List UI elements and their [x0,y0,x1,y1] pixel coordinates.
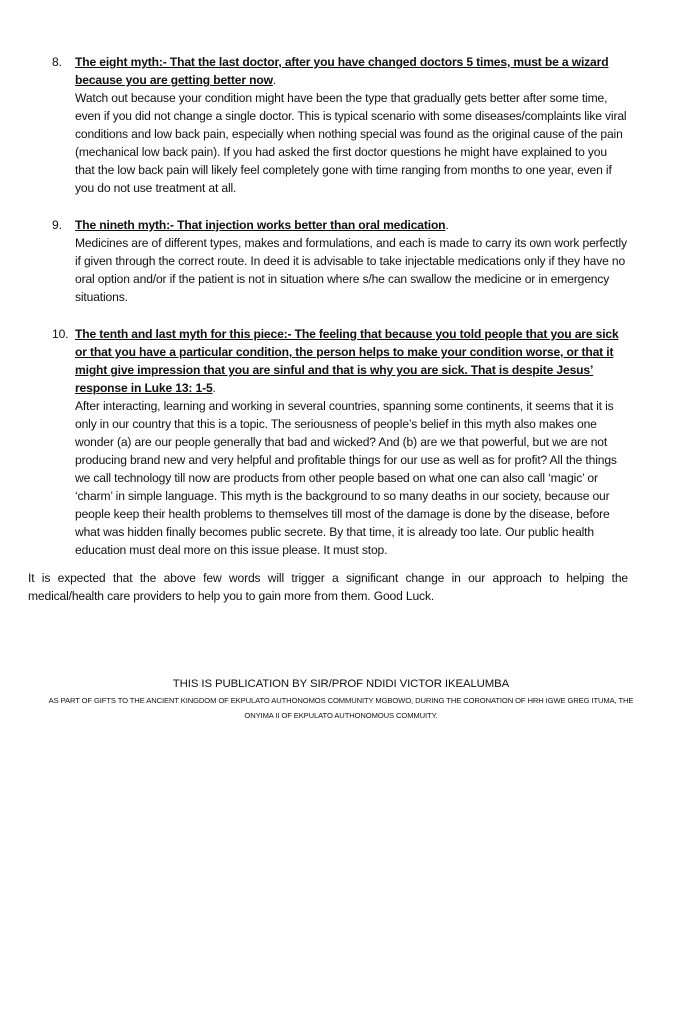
publication-credit: THIS IS PUBLICATION BY SIR/PROF NDIDI VICTOR IKEALUMBA [172,678,510,690]
closing-paragraph: It is expected that the above few words will trigger a significant change in our approach to helping the medical/health care providers to help you to gain more from them. Good Luck. [28,571,628,603]
myth-heading: The nineth myth:- That injection works better than oral medication [75,218,446,232]
myth-paragraph: After interacting, learning and working in several countries, spanning some continents, it seems that it is only in our country that this is a topic. The seriousness of people’s belief in this myth also makes one wonder (a) are our people generally that bad and wicked? And (b) are we that powerful, but we are not producing brand new and very helpful and profitable things for our use as well as for profit? All the things we call technology till now are products from other people based on what one can also call ‘magic’ or ‘charm’ in simple language. This myth is the background to so many deaths in our society, because our people keep their health problems to themselves till most of the damage is done by the disease, before what was hidden finally becomes public secrete. By that time, it is already too late. Our public health education must deal more on this issue please. It must stop. [75,399,617,557]
heading-period: . [212,381,216,395]
myth-paragraph: Watch out because your condition might have been the type that gradually gets better after some time, even if you did not change a single doctor. This is typical scenario with some diseases/complaints like viral conditions and low back pain, especially when nothing special was found as the original cause of the pain (mechanical low back pain). If you had asked the first doctor questions he might have explained to you that the low back pain will likely feel completely gone with time ranging from months to one year, even if you do not use treatment at all. [75,91,627,195]
publication-note: AS PART OF GIFTS TO THE ANCIENT KINGDOM OF EKPULATO AUTHONOMOS COMMUNITY MGBOWO, DURING THE CORONATION OF HRH IGWE GREG ITUMA, THE ONYIMA II OF EKPULATO AUTHONOMOUS COMMUITY. [48,696,634,720]
myth-item-9 [52,216,627,306]
item-number: 8. [52,55,62,69]
heading-period: . [272,73,277,87]
item-body [75,325,627,559]
item-number: 10. [52,327,69,341]
item-body [75,53,627,197]
heading-period: . [445,218,449,232]
myth-heading: The tenth and last myth for this piece:- The feeling that because you told people that you are sick or that you have a particular condition, the person helps to make your condition worse, or that it might give impression that you are sinful and that is why you are sick. That is despite Jesus’ response in Luke 13: 1-5 [75,327,619,395]
myth-item-10 [52,325,627,559]
myth-paragraph: Medicines are of different types, makes and formulations, and each is made to carry its own work perfectly if given through the correct route. In deed it is advisable to take injectable medications only if they have no oral option and/or if the patient is not in situation where s/he can swallow the medicine or in emergency situations. [75,236,627,304]
item-body [75,216,627,306]
item-number: 9. [52,218,62,232]
myth-heading: The eight myth:- That the last doctor, after you have changed doctors 5 times, must be a wizard because you are getting better now [75,55,609,87]
myth-item-8 [52,53,627,197]
